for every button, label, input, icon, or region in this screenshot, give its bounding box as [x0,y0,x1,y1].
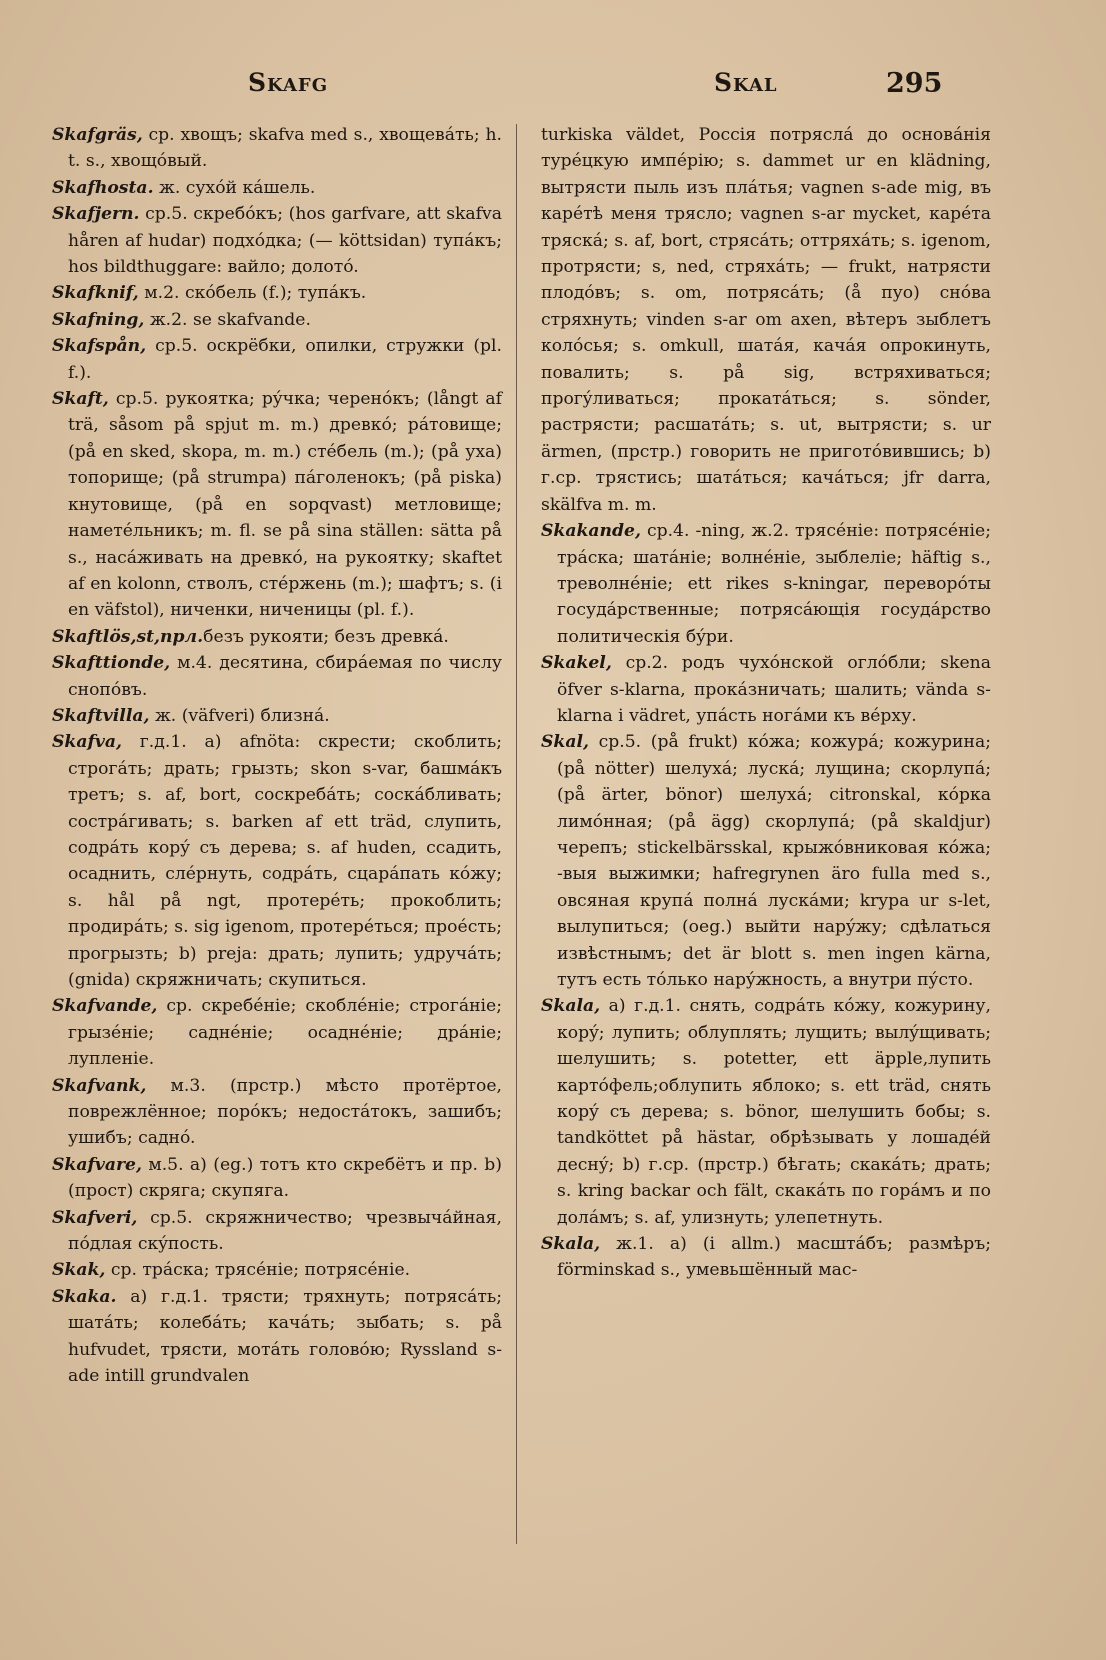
dictionary-entry [52,993,502,1072]
entry-headword: Skafning, [52,309,145,330]
entry-headword: Skaft, [52,389,109,410]
entry-headword: Skafknif, [52,283,139,304]
dictionary-entry [52,280,502,306]
entry-definition: turkiska väldet, Россія потряслá до основáнія турéцкую импéрію; s. dammet ur en klädning, вытрясти пыль изъ плáтья; vagnen s-ade mig, въ карéтѣ меня трясло; vagnen s-ar mycket, карéта тряскá; s. af, bort, стрясáть; оттряхáть; s. igenom, протрясти; s, ned, стряхáть; — frukt, натрясти плодóвъ; s. om, потрясáть; (å пуо) снóва стряхнуть; vinden s-ar om axen, вѣтеръ зыблетъ колóсья; s. omkull, шатáя, качáя опрокинуть, повалить; s. på sig, встряхиваться; прогýливаться; прокатáться; s. sönder, растрясти; расшатáть; s. ut, вытрясти; s. ur ärmen, (прстр.) говорить не приготóвившись; b) г.ср. трястись; шатáться; качáться; jfr darra, skälfva m. m. [541,125,991,515]
dictionary-entry [541,993,991,1231]
entry-headword: Skafva, [52,732,122,753]
entry-definition: ж.1. a) (i allm.) масштáбъ; размѣръ; förminskad s., умевьшённый мас- [557,1234,991,1281]
entry-headword: Skafgräs, [52,125,143,145]
dictionary-entry [52,333,502,386]
entry-definition: безъ рукояти; безъ древкá. [203,626,449,647]
entry-definition: м.5. a) (eg.) тотъ кто скребётъ и пр. b) (прост) скряга; скупяга. [68,1154,502,1202]
entry-headword: Skafvande, [52,996,158,1017]
entry-definition: ср.5. скряжничество; чрезвычáйная, пóдлая скýпость. [68,1207,502,1255]
page-header [0,68,1106,108]
dictionary-entry [52,729,502,993]
dictionary-entry [52,386,502,624]
column-divider [516,124,517,1544]
entry-definition: ср.4. -ning, ж.2. трясéніе: потрясéніе; трáска; шатáніе; волнéніе, зыблеліе; häftig s., треволнéніе; ett rikes s-kningar, переворóты госудáрственные; потрясáющія госудáрство политическія бýри. [557,521,991,647]
entry-definition: ср. скребéніе; скоблéніе; строгáніе; грызéніе; саднéніе; осаднéніе; дрáніе; лупленіе. [68,996,502,1070]
entry-headword: Skakande, [541,521,641,542]
entry-headword: Skakel, [541,653,612,674]
entry-definition: ср.5. рукоятка; рýчка; черенóкъ; (långt af trä, såsom på spjut m. m.) древкó; рáтовище; (på en sked, skopa, m. m.) стéбель (m.); (på уха) топорище; (på strumpa) пáголенокъ; (på piska) кнутовище, (på en sopqvast) метловище; наметéльникъ; m. fl. se på sina ställen: sätta på s., насáживать на древкó, на рукоятку; skaftet af en kolonn, стволъ, стéржень (m.); шафтъ; s. (i en väfstol), ниченки, ниченицы (pl. f.). [68,389,502,621]
right-column [541,122,991,1284]
entry-definition: a) г.д.1. трясти; тряхнуть; потрясáть; шатáть; колебáть; качáть; зыбать; s. på hufvudet, трясти, мотáть головóю; Ryssland s-ade intill grundvalen [68,1286,502,1387]
right-running-headword: Skal [714,68,778,97]
entry-definition: ср. хвощъ; skafva med s., хвощевáть; h. t. s., хвощóвый. [68,125,502,172]
entry-headword: Skafjern. [52,204,140,225]
entry-definition: ж. сухóй кáшель. [153,177,316,198]
entry-definition: ж. (väfveri) близнá. [149,705,330,726]
dictionary-entry [52,307,502,333]
entry-headword: Skala, [541,996,601,1017]
entry-headword: Skafvank, [52,1075,147,1096]
entry-definition: ср.5. оскрёбки, опилки, стружки (pl. f.). [68,336,502,383]
dictionary-entry [52,175,502,201]
entry-definition: м.2. скóбель (f.); тупáкъ. [138,283,367,304]
dictionary-entry [52,1073,502,1152]
left-running-headword: Skafg [248,68,329,97]
entry-headword: Skafhosta. [52,177,154,198]
dictionary-entry [52,1284,502,1390]
dictionary-entry [52,1205,502,1258]
entry-headword: Skafvare, [52,1154,142,1175]
entry-definition: ср. трáска; трясéніе; потрясéніе. [105,1260,411,1281]
dictionary-entry [541,1231,991,1284]
page-number: 295 [886,68,943,99]
entry-headword: Skaftvilla, [52,705,150,726]
entry-headword: Skaftlös,st,прл. [52,626,204,647]
entry-headword: Skafttionde, [52,653,171,674]
entry-headword: Skafveri, [52,1207,138,1228]
entry-headword: Skak, [52,1260,106,1281]
dictionary-entry [52,703,502,729]
entry-headword: Skaka. [52,1286,117,1307]
entry-headword: Skal, [541,732,589,753]
dictionary-entry [52,624,502,650]
dictionary-entry [52,201,502,280]
dictionary-entry [52,1257,502,1283]
dictionary-entry [52,1152,502,1205]
dictionary-entry [541,122,991,518]
entry-definition: м.4. десятина, сбирáемая по числу снопóвъ. [68,653,502,700]
entry-definition: г.д.1. a) afnöta: скрести; скоблить; строгáть; драть; грызть; skon s-var, башмáкъ третъ; s. af, bort, соскребáть; соскáбливать; сострáгивать; s. barken af ett träd, слупить, содрáть корý съ дерева; s. af huden, ссадить, осаднить, слéрнуть, содрáть, сцарáпать кóжу; s. hål på ngt, протерéть; прокоблить; продирáть; s. sig igenom, протерéться; проéсть; прогрызть; b) preja: драть; лупить; удручáть; (gnida) скряжничать; скупиться. [68,732,502,990]
entry-definition: ж.2. se skafvande. [144,309,311,330]
entry-headword: Skafspån, [52,336,147,357]
dictionary-entry [52,122,502,175]
entry-headword: Skala, [541,1234,601,1255]
entry-definition: ср.5. скребóкъ; (hos garfvare, att skafva håren af hudar) подхóдка; (— köttsidan) тупáкъ; hos bildthuggare: вайло; долотó. [68,204,502,278]
dictionary-entry [541,650,991,729]
dictionary-entry [541,729,991,993]
dictionary-entry [541,518,991,650]
entry-definition: a) г.д.1. снять, содрáть кóжу, кожурину, корý; лупить; облуплять; лущить; вылýщивать; шелушить; s. potetter, ett äpple,лупить картóфель;облупить яблоко; s. ett träd, снять корý съ дерева; s. bönor, шелушить бобы; s. tandköttet på hästar, обрѣзывать у лошадéй деснý; b) г.ср. (прстр.) бѣгать; скакáть; драть; s. kring backar och fält, скакáть по горáмъ и по долáмъ; s. af, улизнуть; улепетнуть. [557,996,991,1228]
dictionary-entry [52,650,502,703]
left-column [52,122,502,1390]
entry-definition: ср.2. родъ чухóнской оглóбли; skena öfver s-klarna, прокáзничать; шалить; vända s-klarna i vädret, упáсть ногáми къ вéрху. [557,653,991,726]
entry-definition: ср.5. (på frukt) кóжа; кожурá; кожурина; (på nötter) шелухá; лускá; лущина; скорлупá; (på ärter, bönor) шелухá; citronskal, кóрка лимóнная; (på ägg) скорлупá; (på skaldjur) черепъ; stickelbärsskal, крыжóвниковая кóжа; -выя выжимки; hafregrynen äro fulla med s., овсяная крупá полнá лускáми; krypa ur s-let, вылупиться; (oeg.) выйти нарýжу; сдѣлаться извѣстнымъ; det är blott s. men ingen kärna, тутъ есть тóлько нарýжность, а внутри пýсто. [557,732,991,990]
entry-definition: м.3. (прстр.) мѣсто протёртое, поврежлённое; порóкъ; недостáтокъ, зашибъ; ушибъ; саднó. [68,1075,502,1149]
